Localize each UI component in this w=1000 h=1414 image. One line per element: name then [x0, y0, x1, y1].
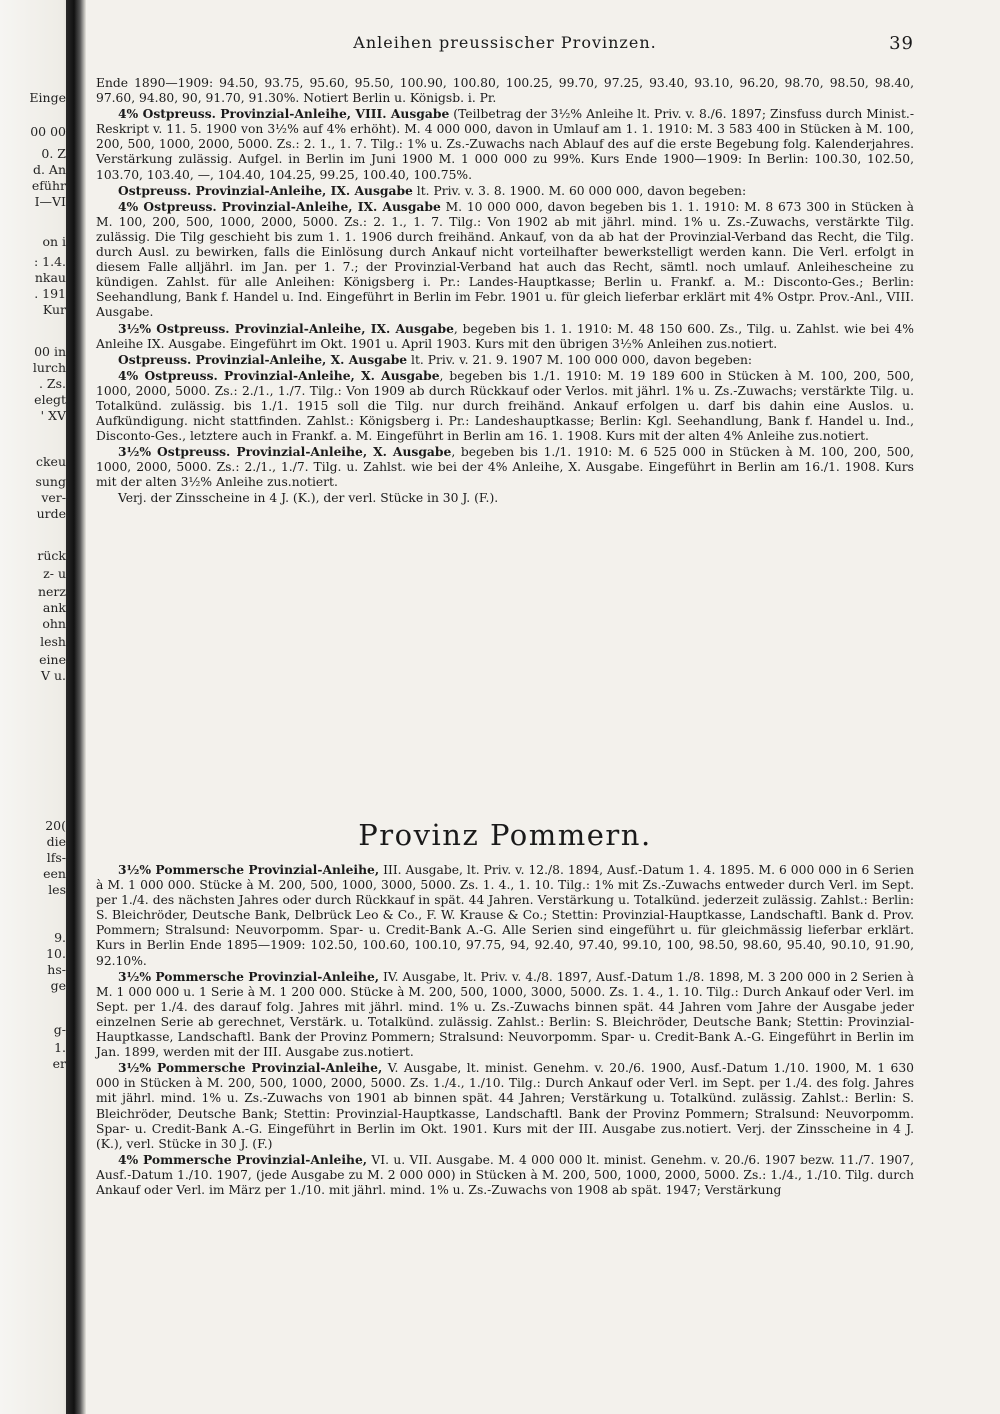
gutter-fragment: 0. Z — [41, 146, 66, 161]
gutter-fragment: Kur — [42, 302, 66, 317]
gutter-fragment: lesh — [40, 634, 66, 649]
section-heading: Provinz Pommern. — [358, 818, 652, 852]
gutter-fragment: g- — [53, 1022, 66, 1037]
gutter-fragment: d. An — [32, 162, 66, 177]
bond-title: 4% Ostpreuss. Provinzial-Anleihe, X. Ausgabe — [118, 367, 440, 383]
paragraph — [96, 352, 914, 368]
paragraph-text: Verj. der Zinsscheine in 4 J. (K.), der verl. Stücke in 30 J. (F.). — [118, 490, 499, 505]
bond-title: 4% Ostpreuss. Provinzial-Anleihe, VIII. Ausgabe — [118, 106, 450, 122]
pommern-column — [96, 862, 914, 1198]
gutter-fragment: 00 in — [34, 344, 66, 359]
paragraph — [96, 199, 914, 321]
gutter-fragment: nkau — [34, 270, 66, 285]
paragraph-text: VI. u. VII. Ausgabe. M. 4 000 000 lt. minist. Genehm. v. 20./6. 1907 bezw. 11./7. 1907, Ausf.-Datum 1./10. 1907, (jede Ausgabe zu M. 2 000 000) in Stücken à M. 200, 500, 1000, 2000, 5000. Zs.: 1./4., 1./10. Tilg. durch Ankauf oder Verl. im März per 1./10. mit jährl. mind. 1% u. Zs.-Zuwachs von 1908 ab spät. 1947; Verstärkung — [96, 1152, 914, 1197]
running-head-title: Anleihen preussischer Provinzen. — [353, 33, 657, 52]
gutter-fragment: ank — [42, 600, 66, 615]
gutter-fragment: een — [43, 866, 66, 881]
paragraph-text: IV. Ausgabe, lt. Priv. v. 4./8. 1897, Ausf.-Datum 1./8. 1898, M. 3 200 000 in 2 Serien à M. 1 000 000 u. 1 Serie à M. 1 200 000. Stücke à M. 200, 500, 1000, 3000, 5000. Zs. 1. 4., 1. 10. Tilg.: Durch Ankauf oder Verl. im Sept. per 1./4. des darauf folg. Jahres mit jährl. mind. 1% u. Zs.-Zuwachs binnen spät. 44 Jahren vom Jahre der Ausgabe jeder einzelnen Serie ab gerechnet, Verstärk. u. Totalkünd. zulässig. Zahlst.: Berlin: S. Bleichröder, Deutsche Bank; Stettin: Provinzial-Hauptkasse, Landschaftl. Bank der Provinz Pommern; Stralsund: Neuvorpomm. Spar- u. Credit-Bank A.-G. Eingeführt in Berlin im Jan. 1899, werden mit der III. Ausgabe zus.notiert. — [96, 969, 914, 1060]
ostpreussen-column — [96, 76, 914, 506]
gutter-fragment: V u. — [40, 668, 66, 683]
bond-title: 3½% Ostpreuss. Provinzial-Anleihe, X. Ausgabe — [118, 444, 452, 460]
bond-title: 4% Ostpreuss. Provinzial-Anleihe, IX. Ausgabe — [118, 198, 441, 214]
paragraph-text: (Teilbetrag der 3½% Anleihe lt. Priv. v. 8./6. 1897; Zinsfuss durch Minist.-Reskript v. 11. 5. 1900 von 3½% auf 4% erhöht). M. 4 000 000, davon in Umlauf am 1. 1. 1910: M. 3 583 400 in Stücken à M. 100, 200, 500, 1000, 2000, 5000. Zs.: 2. 1., 1. 7. Tilg.: 1% u. Zs.-Zuwachs nach Ablauf des auf die erste Begebung folg. Kalenderjahres. Verstärkung zulässig. Aufgel. in Berlin im Juni 1900 M. 1 000 000 zu 99%. Kurs Ende 1900—1909: In Berlin: 100.30, 102.50, 103.70, 103.40, —, 104.40, 104.25, 99.25, 100.40, 100.75%. — [96, 107, 914, 182]
paragraph-text: III. Ausgabe, lt. Priv. v. 12./8. 1894, Ausf.-Datum 1. 4. 1895. M. 6 000 000 in 6 Serien à M. 1 000 000. Stücke à M. 200, 500, 1000, 3000, 5000. Zs. 1. 4., 1. 10. Tilg.: 1% mit Zs.-Zuwachs entweder durch Verl. im Sept. per 1./4. des nächsten Jahres oder durch Rückkauf in spät. 44 Jahren. Verstärkung u. Totalkünd. jederzeit zulässig. Zahlst.: Berlin: S. Bleichröder, Deutsche Bank, Delbrück Leo & Co., F. W. Krause & Co.; Stettin: Provinzial-Hauptkasse, Landschaftl. Bank d. Prov. Pommern; Stralsund: Neuvorpomm. Spar- u. Credit-Bank A.-G. Alle Serien sind eingeführt u. für gleichmässig lieferbar erklärt. Kurs in Berlin Ende 1895—1909: 102.50, 100.60, 100.10, 97.75, 94, 92.40, 97.40, 99.10, 100, 98.50, 98.60, 95.40, 90.10, 91.90, 92.10%. — [96, 863, 914, 968]
paragraph-text: Ende 1890—1909: 94.50, 93.75, 95.60, 95.50, 100.90, 100.80, 100.25, 99.70, 97.25, 93.40, 93.10, 96.20, 98.70, 98.50, 98.40, 97.60, 94.80, 90, 91.70, 91.30%. Notiert Berlin u. Königsb. i. Pr. — [96, 76, 914, 106]
gutter-fragment: Einge — [29, 90, 66, 105]
previous-page-gutter — [0, 0, 74, 1414]
bond-title: 4% Pommersche Provinzial-Anleihe, — [118, 1151, 368, 1167]
gutter-fragment: er — [52, 1056, 66, 1071]
gutter-fragment: les — [48, 882, 66, 897]
page-number: 39 — [889, 33, 914, 54]
gutter-fragment: 10. — [46, 946, 66, 961]
running-head — [96, 33, 914, 57]
gutter-fragment: hs- — [47, 962, 66, 977]
gutter-fragment: I—VI — [34, 194, 66, 209]
paragraph — [96, 106, 914, 182]
gutter-fragment: . Zs. — [38, 376, 66, 391]
paragraph — [96, 76, 914, 106]
paragraph-text: M. 10 000 000, davon begeben bis 1. 1. 1910: M. 8 673 300 in Stücken à M. 100, 200, 500, 1000, 2000, 5000. Zs.: 2. 1., 1. 7. Tilg.: Von 1902 ab mit jährl. mind. 1% u. Zs.-Zuwachs, verstärkte Tilg. zulässig. Die Tilg geschieht bis zum 1. 1. 1906 durch freihänd. Ankauf, von da ab hat der Provinzial-Verband das Recht, die Tilg. durch Ausl. zu bewirken, falls die Einlösung durch Ankauf nicht vorteilhafter bewerkstelligt werden kann. Die Verl. erfolgt in diesem Falle alljährl. im Jan. per 1. 7.; der Provinzial-Verband hat auch das Recht, sämtl. noch umlauf. Anleihescheine zu kündigen. Zahlst. für alle Anleihen: Königsberg i. Pr.: Landes-Hauptkasse; Berlin u. Frankf. a. M.: Disconto-Ges.; Berlin: Seehandlung, Bank f. Handel u. Ind. Eingeführt in Berlin im Febr. 1901 u. für gleich lieferbar erklärt mit 4% Ostpr. Prov.-Anl., VIII. Ausgabe. — [96, 199, 915, 320]
gutter-fragment: ge — [50, 978, 66, 993]
gutter-fragment: ' XV — [40, 408, 66, 423]
gutter-fragment: 9. — [54, 930, 66, 945]
gutter-fragment: nerz — [37, 584, 66, 599]
gutter-fragment: sung — [35, 474, 66, 489]
gutter-fragment: on i — [42, 234, 66, 249]
paragraph — [96, 491, 914, 506]
paragraph-text: V. Ausgabe, lt. minist. Genehm. v. 20./6. 1900, Ausf.-Datum 1./10. 1900, M. 1 630 000 in Stücken à M. 200, 500, 1000, 2000, 5000. Zs. 1./4., 1./10. Tilg.: Durch Ankauf oder Verl. im Sept. per 1./4. des folg. Jahres mit jährl. mind. 1% u. Zs.-Zuwachs von 1901 ab binnen spät. 44 Jahren; Verstärkung u. Totalkünd. zulässig. Zahlst.: Berlin: S. Bleichröder, Deutsche Bank; Stettin: Provinzial-Hauptkasse, Landschaftl. Bank der Provinz Pommern; Stralsund: Neuvorpomm. Spar- u. Credit-Bank A.-G. Eingeführt in Berlin im Okt. 1901. Kurs mit der III. Ausgabe zus.notiert. Verj. der Zinsscheine in 4 J. (K.), verl. Stücke in 30 J. (F.) — [96, 1061, 914, 1151]
gutter-fragment: 1. — [54, 1040, 66, 1055]
paragraph — [96, 969, 914, 1061]
gutter-fragment: rück — [37, 548, 66, 563]
bond-title: 3½% Pommersche Provinzial-Anleihe, — [118, 1060, 383, 1076]
gutter-fragment: ver- — [41, 490, 66, 505]
gutter-fragment: ohn — [42, 616, 66, 631]
paragraph-text: lt. Priv. v. 21. 9. 1907 M. 100 000 000, davon begeben: — [407, 352, 753, 367]
bond-title: 3½% Ostpreuss. Provinzial-Anleihe, IX. Ausgabe — [118, 320, 454, 336]
gutter-fragment: lfs- — [46, 850, 66, 865]
bond-title: Ostpreuss. Provinzial-Anleihe, X. Ausgabe — [118, 351, 408, 367]
paragraph — [96, 321, 914, 352]
gutter-fragment: z- u — [43, 566, 66, 581]
paragraph-text: , begeben bis 1./1. 1910: M. 19 189 600 in Stücken à M. 100, 200, 500, 1000, 2000, 5000. Zs.: 2./1., 1./7. Tilg.: Von 1909 ab durch Rückkauf oder Verlos. mit jährl. 1% u. Zs.-Zuwachs; verstärkte Tilg. u. Totalkünd. zulässig. bis 1./1. 1915 soll die Tilg. nur durch freihänd. Ankauf erfolgen u. darf bis dahin eine Auslos. u. Aufkündigung. nicht stattfinden. Zahlst.: Königsberg i. Pr.: Landeshauptkasse; Berlin: Kgl. Seehandlung, Bank f. Handel u. Ind., Disconto-Ges., letztere auch in Frankf. a. M. Eingeführt in Berlin am 16. 1. 1908. Kurs mit der alten 4% Anleihe zus.notiert. — [96, 368, 914, 444]
paragraph — [96, 368, 914, 444]
gutter-fragment: ckeu — [35, 454, 66, 469]
gutter-fragment: die — [46, 834, 66, 849]
gutter-fragment: lurch — [32, 360, 66, 375]
bond-title: Ostpreuss. Provinzial-Anleihe, IX. Ausgabe — [118, 182, 413, 198]
paragraph — [96, 1152, 914, 1198]
book-page — [96, 0, 976, 1414]
paragraph-text: , begeben bis 1. 1. 1910: M. 48 150 600. Zs., Tilg. u. Zahlst. wie bei 4% Anleihe IX. Ausgabe. Eingeführt im Okt. 1901 u. April 1903. Kurs mit den übrigen 3½% Anleihen zus.notiert. — [96, 321, 914, 351]
gutter-fragment: 20( — [45, 818, 66, 833]
gutter-fragment: . 191 — [34, 286, 66, 301]
paragraph — [96, 444, 914, 490]
gutter-fragment: elegt — [34, 392, 66, 407]
paragraph-text: , begeben bis 1./1. 1910: M. 6 525 000 in Stücken à M. 100, 200, 500, 1000, 2000, 5000. Zs.: 2./1., 1./7. Tilg. u. Zahlst. wie bei der 4% Anleihe, X. Ausgabe. Eingeführt in Berlin am 16./1. 1908. Kurs mit der alten 3½% Anleihe zus.notiert. — [96, 445, 915, 490]
gutter-fragment: 00 00 — [30, 124, 66, 139]
gutter-fragment: eine — [39, 652, 66, 667]
paragraph — [96, 183, 914, 199]
bond-title: 3½% Pommersche Provinzial-Anleihe, — [118, 968, 380, 984]
binding-shadow — [66, 0, 86, 1414]
paragraph-text: lt. Priv. v. 3. 8. 1900. M. 60 000 000, davon begeben: — [412, 183, 747, 198]
bond-title: 3½% Pommersche Provinzial-Anleihe, — [118, 862, 380, 877]
gutter-fragment: : 1.4. — [33, 254, 66, 269]
paragraph — [96, 1060, 914, 1152]
paragraph — [96, 862, 914, 969]
gutter-fragment: eführ — [31, 178, 66, 193]
gutter-fragment: urde — [36, 506, 66, 521]
